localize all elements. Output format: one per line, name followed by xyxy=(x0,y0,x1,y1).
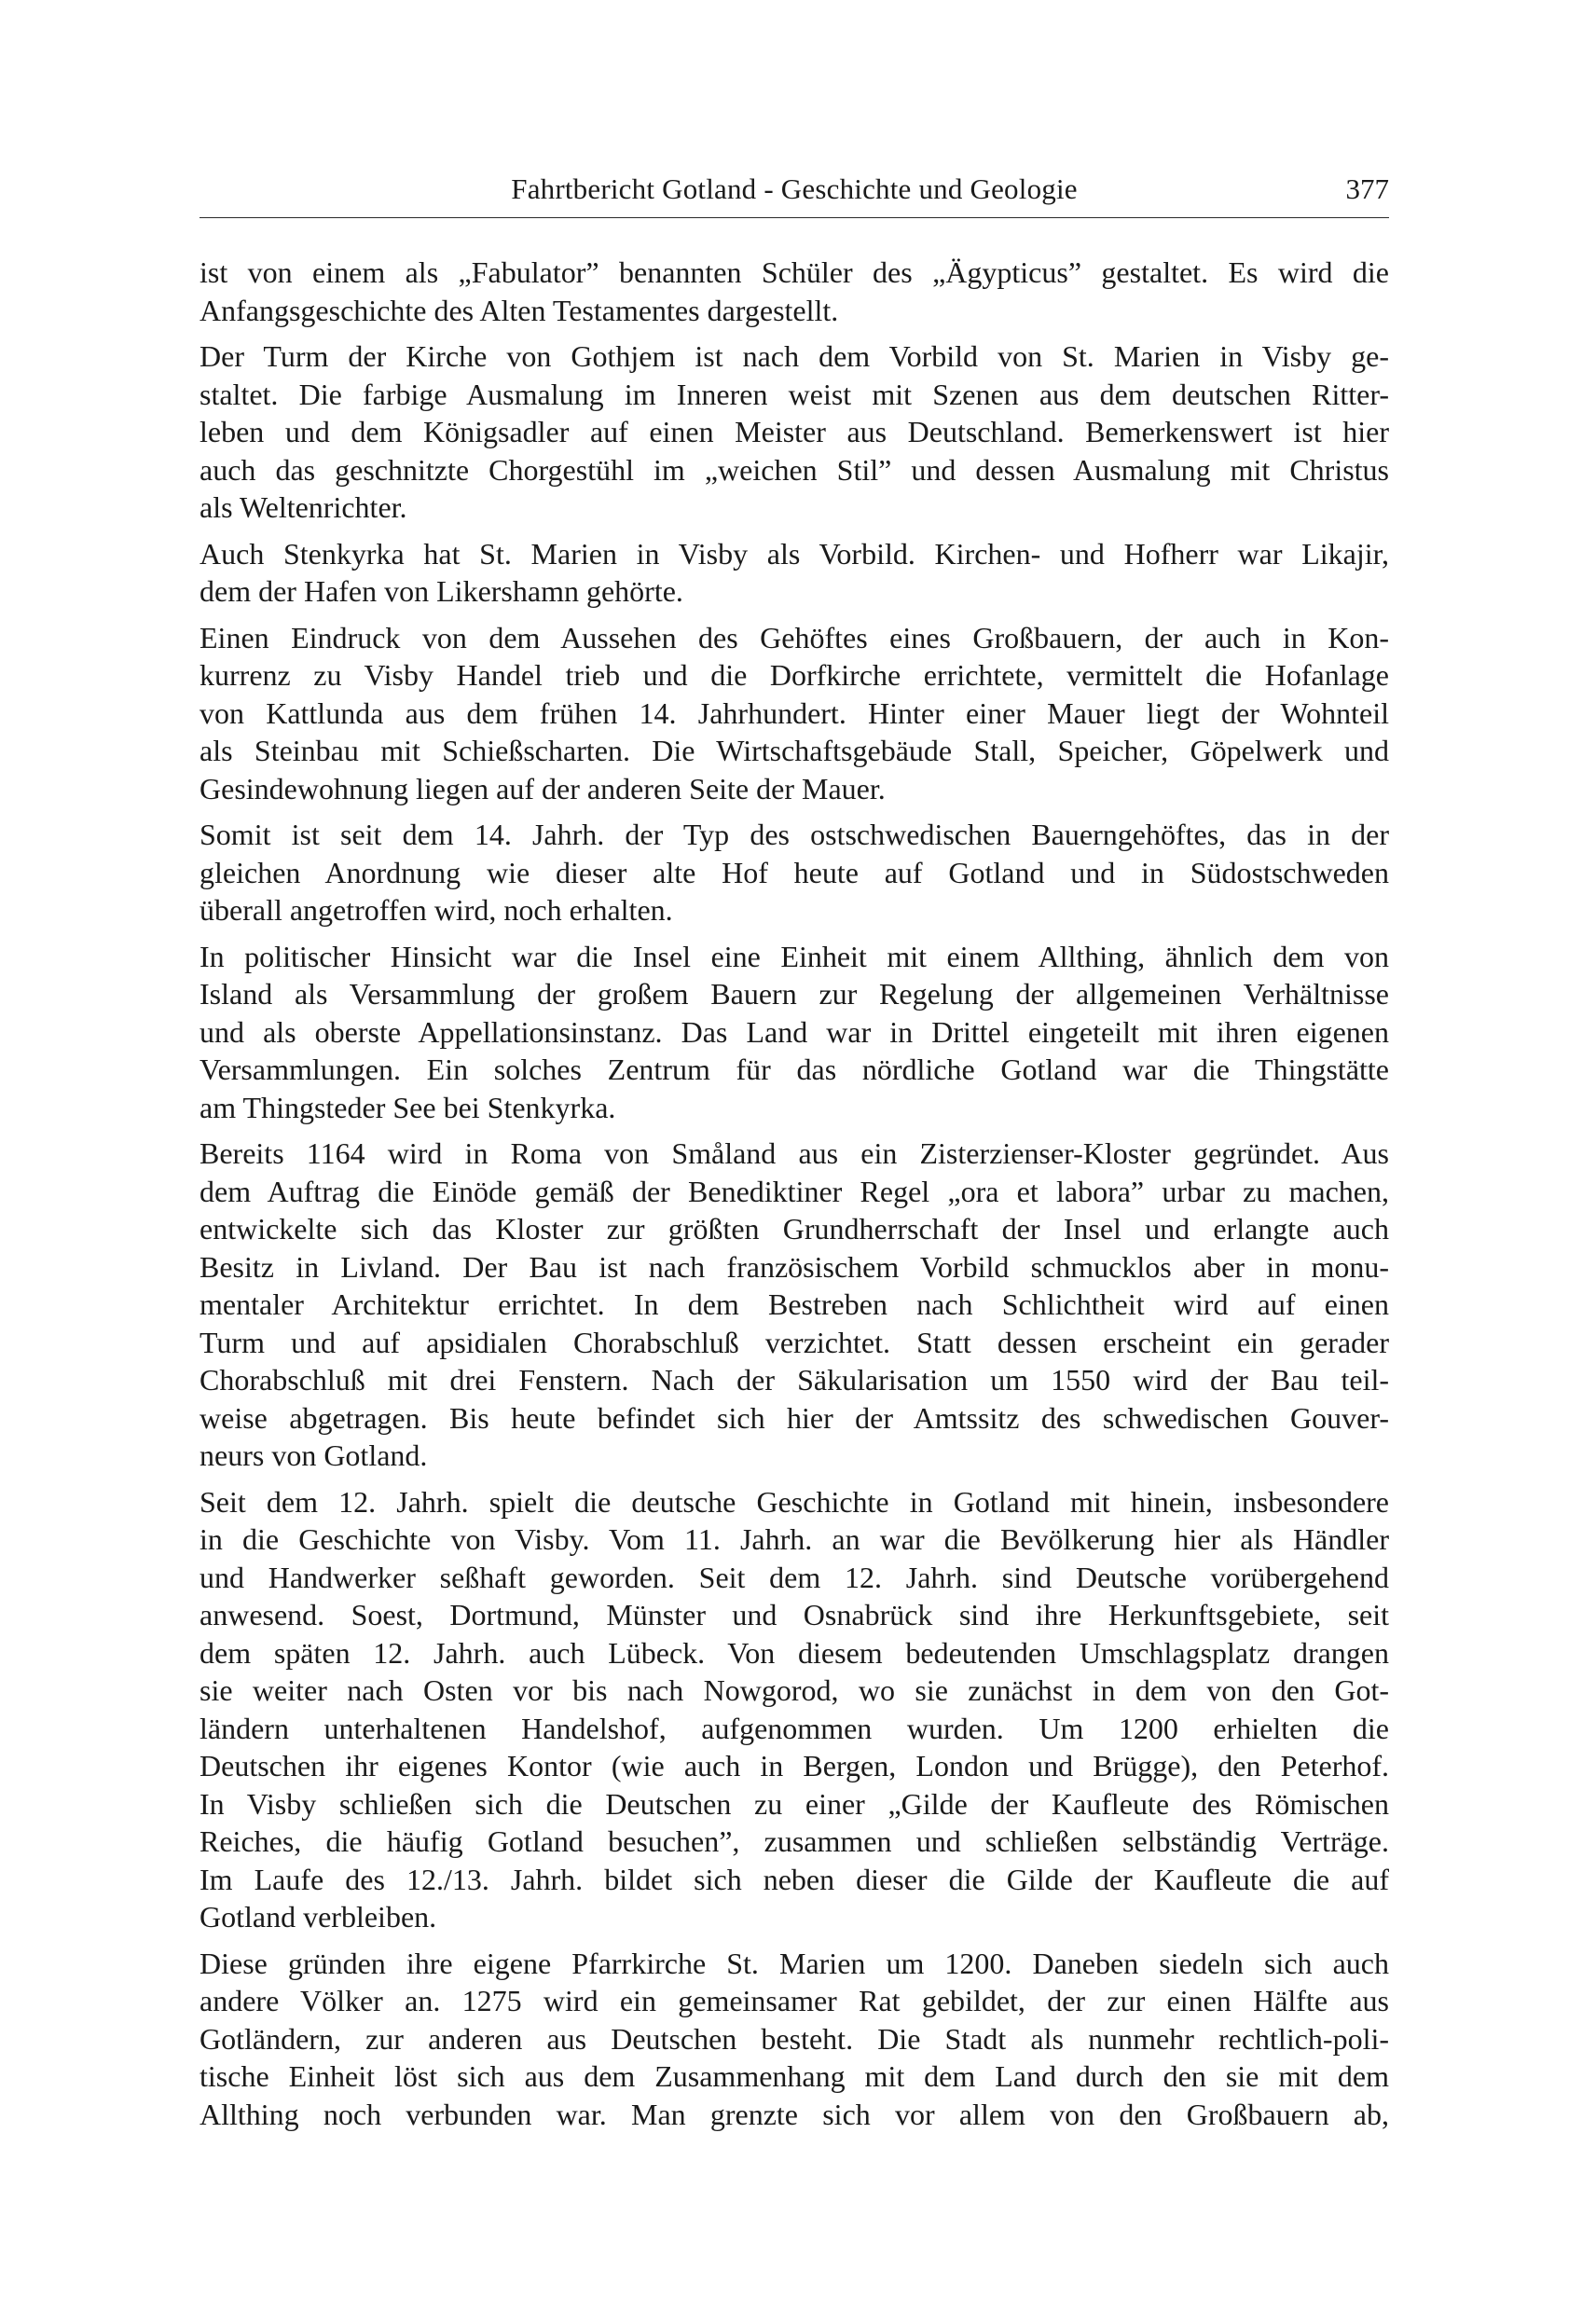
running-head xyxy=(200,171,1389,218)
text-line: Anfangsgeschichte des Alten Testamentes dargestellt. xyxy=(200,293,839,327)
text-line: tische Einheit löst sich aus dem Zusammenhang mit dem Land durch den sie mit dem xyxy=(200,2059,1389,2093)
paragraph xyxy=(200,535,1389,611)
text-line: andere Völker an. 1275 wird ein gemeinsamer Rat gebildet, der zur einen Hälfte aus xyxy=(200,1984,1389,2017)
text-line: mentaler Architektur errichtet. In dem Bestreben nach Schlichtheit wird auf einen xyxy=(200,1287,1389,1321)
text-line: staltet. Die farbige Ausmalung im Inneren weist mit Szenen aus dem deutschen Ritter- xyxy=(200,377,1389,411)
paragraph xyxy=(200,1483,1389,1936)
text-line: Island als Versammlung der großem Bauern zur Regelung der allgemeinen Verhältnisse xyxy=(200,977,1389,1011)
text-line: Diese gründen ihre eigene Pfarrkirche St. Marien um 1200. Daneben siedeln sich auch xyxy=(200,1946,1389,1980)
text-line: Turm und auf apsidialen Chorabschluß verzichtet. Statt dessen erscheint ein gerader xyxy=(200,1325,1389,1359)
text-line: Gotland verbleiben. xyxy=(200,1900,437,1934)
text-line: ist von einem als „Fabulator” benannten Schüler des „Ägypticus” gestaltet. Es wird die xyxy=(200,255,1389,289)
text-line: Bereits 1164 wird in Roma von Småland aus ein Zisterzienser-Kloster gegründet. Aus xyxy=(200,1136,1389,1170)
text-line: Einen Eindruck von dem Aussehen des Gehöftes eines Großbauern, der auch in Kon- xyxy=(200,620,1389,654)
text-line: als Weltenrichter. xyxy=(200,490,407,524)
text-line: sie weiter nach Osten vor bis nach Nowgorod, wo sie zunächst in dem von den Got- xyxy=(200,1673,1389,1707)
text-line: Reiches, die häufig Gotland besuchen”, zusammen und schließen selbständig Verträge. xyxy=(200,1824,1389,1858)
text-line: dem Auftrag die Einöde gemäß der Benediktiner Regel „ora et labora” urbar zu machen, xyxy=(200,1174,1389,1208)
text-line: auch das geschnitzte Chorgestühl im „weichen Stil” und dessen Ausmalung mit Christus xyxy=(200,452,1389,487)
text-line: In Visby schließen sich die Deutschen zu einer „Gilde der Kaufleute des Römischen xyxy=(200,1786,1389,1821)
text-line: überall angetroffen wird, noch erhalten. xyxy=(200,893,673,927)
text-line: Gesindewohnung liegen auf der anderen Seite der Mauer. xyxy=(200,771,886,805)
text-line: leben und dem Königsadler auf einen Meister aus Deutschland. Bemerkenswert ist hier xyxy=(200,415,1389,448)
text-line: Auch Stenkyrka hat St. Marien in Visby als Vorbild. Kirchen- und Hofherr war Likajir, xyxy=(200,536,1389,571)
text-line: Seit dem 12. Jahrh. spielt die deutsche Geschichte in Gotland mit hinein, insbesondere xyxy=(200,1484,1389,1519)
text-line: anwesend. Soest, Dortmund, Münster und Osnabrück sind ihre Herkunftsgebiete, seit xyxy=(200,1598,1389,1631)
text-line: dem der Hafen von Likershamn gehörte. xyxy=(200,574,683,608)
paragraph xyxy=(200,1945,1389,2134)
text-line: Der Turm der Kirche von Gothjem ist nach dem Vorbild von St. Marien in Visby ge- xyxy=(200,339,1389,373)
text-line: Allthing noch verbunden war. Man grenzte sich vor allem von den Großbauern ab, xyxy=(200,2097,1389,2131)
text-line: Besitz in Livland. Der Bau ist nach französischem Vorbild schmucklos aber in monu- xyxy=(200,1249,1389,1284)
text-line: und Handwerker seßhaft geworden. Seit dem 12. Jahrh. sind Deutsche vorübergehend xyxy=(200,1560,1389,1594)
text-line: Deutschen ihr eigenes Kontor (wie auch in Bergen, London und Brügge), den Peterhof. xyxy=(200,1749,1389,1782)
text-line: in die Geschichte von Visby. Vom 11. Jahrh. an war die Bevölkerung hier als Händler xyxy=(200,1522,1389,1556)
paragraph xyxy=(200,938,1389,1127)
running-title: Fahrtbericht Gotland - Geschichte und Geologie xyxy=(511,172,1078,205)
paragraph xyxy=(200,1135,1389,1475)
text-line: Gotländern, zur anderen aus Deutschen besteht. Die Stadt als nunmehr rechtlich-poli- xyxy=(200,2021,1389,2056)
text-line: neurs von Gotland. xyxy=(200,1438,428,1472)
text-line: und als oberste Appellationsinstanz. Das Land war in Drittel eingeteilt mit ihren eigenen xyxy=(200,1014,1389,1049)
text-line: Chorabschluß mit drei Fenstern. Nach der Säkularisation um 1550 wird der Bau teil- xyxy=(200,1363,1389,1397)
paragraph xyxy=(200,816,1389,929)
text-line: gleichen Anordnung wie dieser alte Hof heute auf Gotland und in Südostschweden xyxy=(200,855,1389,889)
text-line: ländern unterhaltenen Handelshof, aufgenommen wurden. Um 1200 erhielten die xyxy=(200,1711,1389,1745)
text-line: In politischer Hinsicht war die Insel eine Einheit mit einem Allthing, ähnlich dem von xyxy=(200,939,1389,973)
text-line: kurrenz zu Visby Handel trieb und die Dorfkirche errichtete, vermittelt die Hofanlage xyxy=(200,658,1389,692)
page-number: 377 xyxy=(1345,172,1389,205)
text-line: Somit ist seit dem 14. Jahrh. der Typ des ostschwedischen Bauerngehöftes, das in der xyxy=(200,818,1389,851)
paragraph xyxy=(200,619,1389,808)
text-line: als Steinbau mit Schießscharten. Die Wirtschaftsgebäude Stall, Speicher, Göpelwerk und xyxy=(200,734,1389,767)
paragraph xyxy=(200,337,1389,527)
paragraph xyxy=(200,254,1389,329)
text-line: Versammlungen. Ein solches Zentrum für das nördliche Gotland war die Thingstätte xyxy=(200,1053,1389,1086)
body-text xyxy=(200,254,1389,2141)
text-line: am Thingsteder See bei Stenkyrka. xyxy=(200,1090,616,1124)
text-line: von Kattlunda aus dem frühen 14. Jahrhundert. Hinter einer Mauer liegt der Wohnteil xyxy=(200,695,1389,730)
text-line: weise abgetragen. Bis heute befindet sich hier der Amtssitz des schwedischen Gouver- xyxy=(200,1400,1389,1435)
text-line: dem späten 12. Jahrh. auch Lübeck. Von diesem bedeutenden Umschlagsplatz drangen xyxy=(200,1635,1389,1670)
text-line: Im Laufe des 12./13. Jahrh. bildet sich neben dieser die Gilde der Kaufleute die auf xyxy=(200,1862,1389,1896)
text-line: entwickelte sich das Kloster zur größten Grundherrschaft der Insel und erlangte auch xyxy=(200,1212,1389,1245)
